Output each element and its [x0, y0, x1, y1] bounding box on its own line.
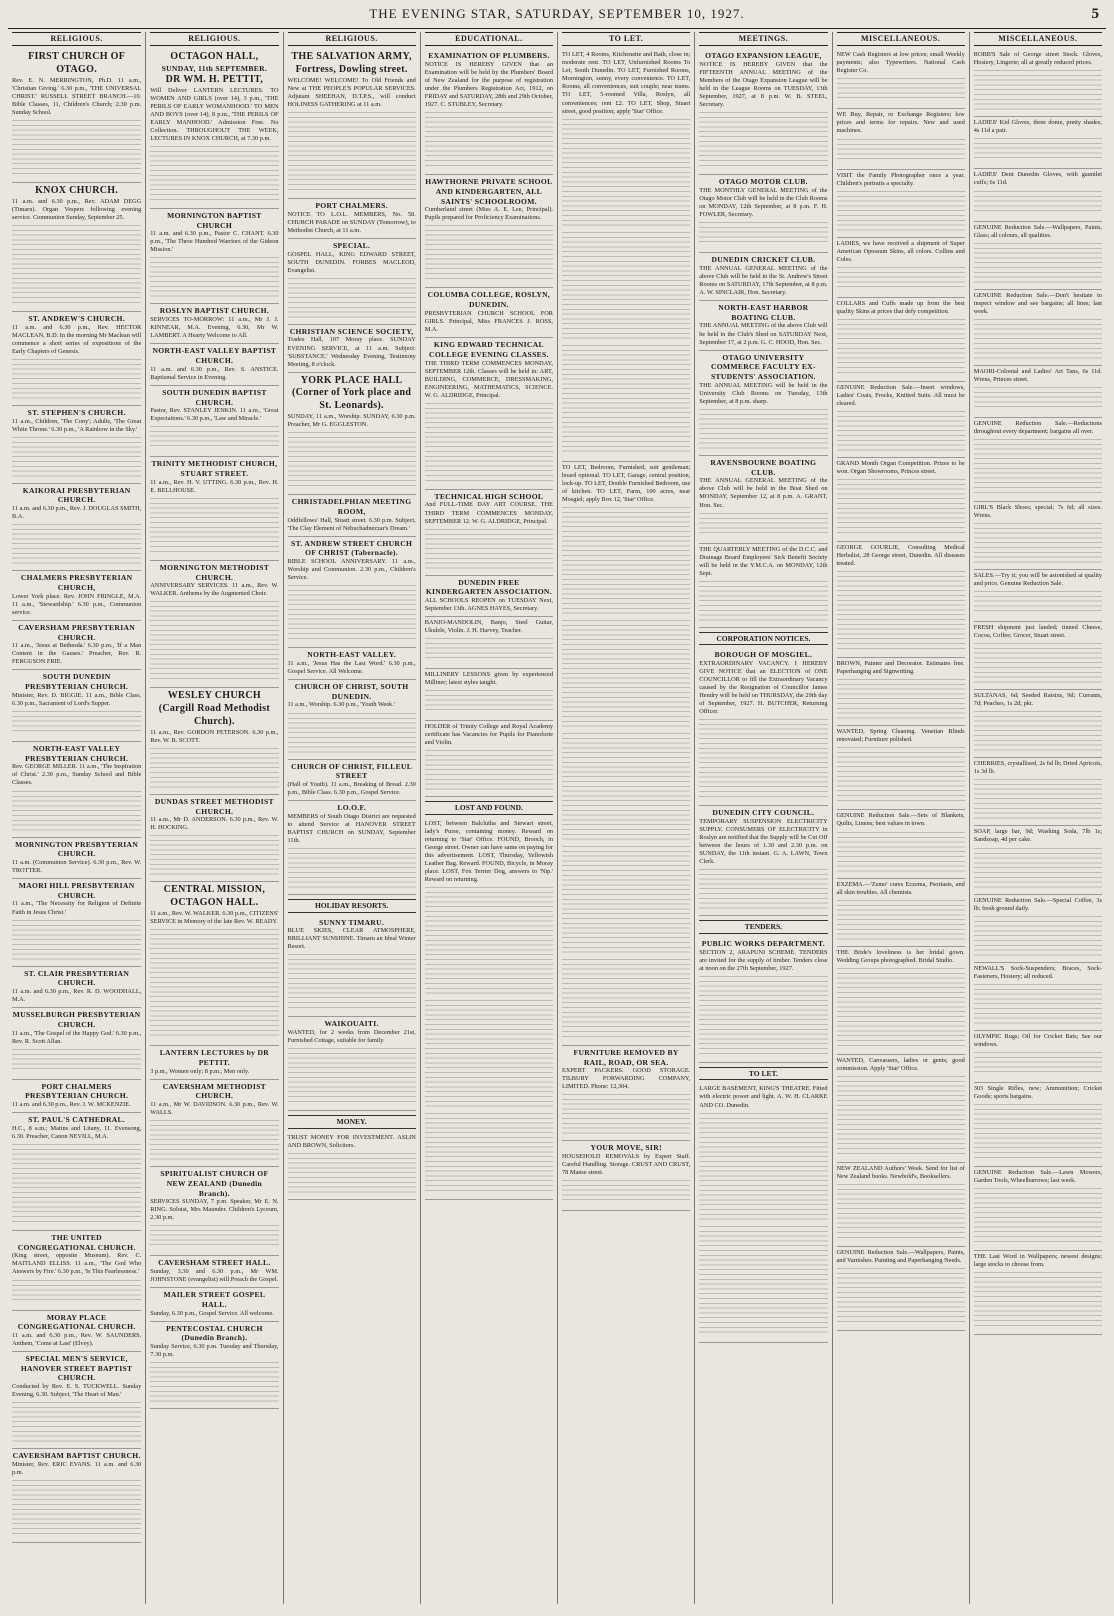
column-heading: RELIGIOUS. — [288, 32, 416, 46]
ad-furniture-removed: FURNITURE REMOVED BY RAIL, ROAD, OR SEA. EXPERT PACKERS. GOOD STORAGE. TILBURY FORWARDING COMPANY, LIMITED. Phone: 12,304. — [562, 1046, 690, 1142]
ad-ioof: I.O.O.F. MEMBERS of South Otago District are requested to attend Service at HANOVER STREET BAPTIST CHURCH on SUNDAY, September 11th. — [288, 801, 416, 895]
ad-york-place-hall: YORK PLACE HALL (Corner of York place and St. Leonards). SUNDAY, 11 a.m., Worship. SUNDAY, 6.30 p.m. Preacher, Mr G. EGGLESTON. — [288, 373, 416, 495]
ad-kid-gloves: LADIES' Kid Gloves, three dome, pretty shades; 4s 11d a pair. — [974, 117, 1102, 169]
ad-fresh-shipment: FRESH shipment just landed; tinned Cheese, Cocoa, Coffee; Grocer, Stuart street. — [974, 622, 1102, 690]
ad-special-mens-service: SPECIAL MEN'S SERVICE, HANOVER STREET BAPTIST CHURCH. Conducted by Rev. E. S. TUCKWELL. Sunday Evening, 6.30. Subject, 'The Heart of Man.' — [12, 1352, 141, 1449]
ad-your-move: YOUR MOVE, SIR! HOUSEHOLD REMOVALS by Expert Staff. Careful Handling. Storage. CRUST AND CRUST, 78 Manse street. — [562, 1141, 690, 1211]
ad-christadelphian: CHRISTADELPHIAN MEETING ROOM, Oddfellows' Hall, Stuart street. 6.30 p.m. Subject, 'The Clay Element of Nebuchadnezzar's Dream.' — [288, 495, 416, 537]
column-heading: EDUCATIONAL. — [425, 32, 553, 46]
ad-commerce-faculty: OTAGO UNIVERSITY COMMERCE FACULTY EX-STUDENTS' ASSOCIATION. THE ANNUAL MEETING will be held in the University Club Rooms on Tuesday, 13th September, at 8 p.m. sharp. — [699, 351, 827, 456]
ad-newalls: NEWALL'S Sock-Suspenders; Braces, Sock-Fasteners, Hosiery; all reduced. — [974, 963, 1102, 1031]
ad-gospel-hall: SPECIAL. GOSPEL HALL, KING EDWARD STREET, SOUTH DUNEDIN. FORBES MACLEOD, Evangelist. — [288, 239, 416, 325]
ad-dunedin-city-council: DUNEDIN CITY COUNCIL. TEMPORARY SUSPENSION ELECTRICITY SUPPLY. CONSUMERS OF ELECTRICITY in Roslyn are notified that the Supply will be Cut Off between the hours of 1.30 and 2.30 p.m. on SUNDAY, the 11th instant. G. A. LAWN, Town Clerk. — [699, 806, 827, 916]
column-religious-2 — [145, 32, 282, 1604]
ad-buy-registers: WE Buy, Repair, or Exchange Registers; low prices and terms for repairs. New and used machines. — [837, 109, 965, 169]
ad-mornington-baptist: MORNINGTON BAPTIST CHURCH 11 a.m. and 6.30 p.m., Pastor C. CHANT. 6.30 p.m., 'The Three Hundred Warriors of the Gideon Mission.' — [150, 209, 278, 305]
ad-mornington-methodist: MORNINGTON METHODIST CHURCH. ANNIVERSARY SERVICES. 11 a.m., Rev. W. WALKER. Anthems by the Augmented Choir. — [150, 561, 278, 689]
ad-spiritualist-church: SPIRITUALIST CHURCH OF NEW ZEALAND (Dunedin Branch). SERVICES SUNDAY, 7 p.m. Speaker, Mr E. N. RING. Soloist, Mrs Maunder. Children's Lyceum, 2.30 p.m. — [150, 1167, 278, 1256]
ad-dunedin-cricket-club: DUNEDIN CRICKET CLUB. THE ANNUAL GENERAL MEETING of the above Club will be held in the St. Andrew's Street Rooms on SATURDAY, 17th September, at 8 p.m. A. W. SINCLAIR, Hon. Secretary. — [699, 253, 827, 301]
ad-canvassers-wanted: WANTED, Canvassers, ladies or gents; good commission. Apply 'Star' Office. — [837, 1055, 965, 1163]
ad-dcc-employees: THE QUARTERLY MEETING of the D.C.C. and Drainage Board Employees' Sick Benefit Society will be held in the Y.M.C.A. on MONDAY, 12th Sept. — [699, 544, 827, 628]
ad-george-gourlie: GEORGE GOURLIE, Consulting Medical Herbalist, 28 George street, Dunedin. All diseases treated. — [837, 542, 965, 658]
ad-chalmers: CHALMERS PRESBYTERIAN CHURCH, Lower York place. Rev. JOHN FRINGLE, M.A. 11 a.m., 'Stewardship.' 6.30 p.m., Communion service. — [12, 571, 141, 621]
ad-salvation-army: THE SALVATION ARMY, Fortress, Dowling street. WELCOME! WELCOME! To Old Friends and New at THE PEOPLE'S POPULAR SERVICES. Adjutant SHEEHAN, D.T.P.S., will conduct HOLINESS GATHERING at 11 a.m. — [288, 49, 416, 199]
ad-otago-motor-club: OTAGO MOTOR CLUB. THE MONTHLY GENERAL MEETING of the Otago Motor Club will be held in the Club Rooms on MONDAY, 12th September, at 8 p.m. F. H. FOWLER, Secretary. — [699, 175, 827, 253]
ad-lawn-mowers: GENUINE Reduction Sale.—Lawn Mowers, Garden Tools, Wheelbarrows; last week. — [974, 1167, 1102, 1251]
ad-north-east-harbor: NORTH-EAST HARBOR BOATING CLUB. THE ANNUAL MEETING of the above Club will be held in the Club's Shed on SATURDAY Next, September 17, at 2 p.m. G. C. HOOD, Hon. Sec. — [699, 301, 827, 351]
ad-303-rifles: 303 Single Rifles, new; Ammunition; Cricket Goods; sports bargains. — [974, 1083, 1102, 1167]
ad-cherries: CHERRIES, crystallised, 2s 6d lb; Dried Apricots, 1s 3d lb. — [974, 758, 1102, 826]
ad-hawthorne-school: HAWTHORNE PRIVATE SCHOOL AND KINDERGARTEN, ALL SAINTS' SCHOOLROOM. Cumberland street (Miss A. E. Lee, Principal). Pupils prepared for Proficiency Examinations. — [425, 175, 553, 288]
ad-st-stephens: ST. STEPHEN'S CHURCH. 11 a.m., Children, 'The Cony'; Adults, 'The Great White Throne.' 6.30 p.m., 'A Rainbow in the Sky.' — [12, 406, 141, 484]
column-to-let — [557, 32, 694, 1604]
ad-pentecostal: PENTECOSTAL CHURCH (Dunedin Branch). Sunday Service, 6.30 p.m. Tuesday and Thursday, 7.30 p.m. — [150, 1322, 278, 1410]
ad-robbs-sale: ROBB'S Sale of George street Stock. Gloves, Hosiery, Lingerie; all at greatly reduced prices. — [974, 49, 1102, 117]
ad-trinity-methodist: TRINITY METHODIST CHURCH, STUART STREET. 11 a.m., Rev. H. V. UTTING. 6.30 p.m., Rev. H. E. BELLHOUSE. — [150, 457, 278, 561]
section-holiday-resorts: HOLIDAY RESORTS. — [288, 899, 416, 913]
ad-otago-expansion-league: OTAGO EXPANSION LEAGUE, NOTICE IS HEREBY GIVEN that the FIFTEENTH ANNUAL MEETING of the Members of the Otago Expansion League will be held in the League Rooms on TUESDAY, 13th September, 1927, at 8 p.m. W. B. STEEL, Secretary. — [699, 49, 827, 175]
ad-millinery-lessons: MILLINERY LESSONS given by experienced Milliner; latest styles taught. — [425, 669, 553, 721]
ad-soap: SOAP, large bar, 9d; Washing Soda, 7lb 1s; Sandsoap, 4d per cake. — [974, 826, 1102, 894]
section-lost-and-found: LOST AND FOUND. — [425, 801, 553, 815]
ad-church-of-christ-filleul: CHURCH OF CHRIST, FILLEUL STREET (Hall of Youth). 11 a.m., Breaking of Bread. 2.30 p.m., Bible Class. 6.30 p.m., Gospel Service. — [288, 760, 416, 802]
section-to-let-meetings: TO LET. — [699, 1067, 827, 1081]
ad-mailer-street: MAILER STREET GOSPEL HALL. Sunday, 6.30 p.m., Gospel Service. All welcome. — [150, 1288, 278, 1321]
ad-nev-baptist: NORTH-EAST VALLEY BAPTIST CHURCH. 11 a.m. and 6.30 p.m., Rev. S. ANSTICE. Baptismal Service in Evening. — [150, 344, 278, 386]
ad-south-dunedin-baptist: SOUTH DUNEDIN BAPTIST CHURCH. Pastor, Rev. STANLEY JENKIN. 11 a.m., 'Great Expectations.' 6.30 p.m., 'Law and Miracle.' — [150, 386, 278, 458]
ad-christian-science: CHRISTIAN SCIENCE SOCIETY, Trades Hall, 107 Moray place. SUNDAY EVENING SERVICE, at 11 a.m. Subject: 'SUBSTANCE.' Wednesday Evening, Testimony Meeting, 8 o'clock. — [288, 325, 416, 373]
ad-waikouaiti: WAIKOUAITI. WANTED, for 2 weeks from December 21st, Furnished Cottage, suitable for family. — [288, 1017, 416, 1111]
ad-banjo-mandolin: BANJO-MANDOLIN, Banjo, Steel Guitar, Ukulele, Violin. J. H. Harvey, Teacher. — [425, 617, 553, 669]
page-number: 5 — [1091, 6, 1100, 22]
ad-st-clair: ST. CLAIR PRESBYTERIAN CHURCH. 11 a.m. and 6.30 p.m., Rev. R. D. WOODHALL, M.A. — [12, 967, 141, 1009]
ad-dundas-street: DUNDAS STREET METHODIST CHURCH. 11 a.m., Mr D. ANDERSON. 6.30 p.m., Rev. W. H. HOCKING. — [150, 795, 278, 883]
ad-to-let-2: TO LET, Bedroom, Furnished, suit gentleman; board optional. TO LET, Garage, central position, lock-up. TO LET, Double Furnished Bedroom, use of kitchen. TO LET, Farm, 100 acres, near Mosgiel; apply Box 12, 'Star' Office. — [562, 462, 690, 1046]
ad-king-edward-technical: KING EDWARD TECHNICAL COLLEGE EVENING CLASSES. THE THIRD TERM COMMENCES MONDAY, SEPTEMBER 12th. Classes will be held in: ART, BUILDING, COMMERCE, DRESSMAKING, ENGINEERING, MATHEMATICS, SCIENCE. W. G. ALDRIDGE, Principal. — [425, 338, 553, 490]
ad-eczema: EXZEMA.—'Zemo' cures Eczema, Psoriasis, and all skin troubles. All chemists. — [837, 879, 965, 947]
ad-dent-gloves: LADIES' Dent Dunedin Gloves, with gauntlet cuffs; 6s 11d. — [974, 169, 1102, 221]
ad-wesley-church: WESLEY CHURCH (Cargill Road Methodist Church). 11 a.m., Rev. GORDON PETERSON. 6.30 p.m., Rev. W. B. SCOTT. — [150, 688, 278, 794]
column-heading: MISCELLANEOUS. — [974, 32, 1102, 46]
columns-grid — [8, 32, 1106, 1604]
ad-public-works: PUBLIC WORKS DEPARTMENT. SECTION 2, ARAPUNI SCHEME. TENDERS are invited for the supply of timber. Tenders close at noon on the 27th September, 1927. — [699, 937, 827, 1063]
column-religious-3 — [283, 32, 420, 1604]
ad-port-chalmers-presbyterian: PORT CHALMERS PRESBYTERIAN CHURCH. 11 a.m. and 6.30 p.m., Rev. J. W. MCKENZIE. — [12, 1080, 141, 1113]
column-religious-1 — [8, 32, 145, 1604]
ad-collars-cuffs: COLLARS and Cuffs made up from the best quality Skins at prices that defy competition. — [837, 298, 965, 382]
ad-borough-mosgiel: BOROUGH OF MOSGIEL. EXTRAORDINARY VACANCY. I HEREBY GIVE NOTICE that an ELECTION of ONE COUNCILLOR to fill the Extraordinary Vacancy caused by the Resignation of Councillor James Hendry will be held on THURSDAY, the 29th day of September, 1927. H. BUTCHER, Returning Officer. — [699, 648, 827, 806]
masthead-title: THE EVENING STAR, SATURDAY, SEPTEMBER 10, 1927. — [369, 6, 745, 21]
column-educational — [420, 32, 557, 1604]
ad-organ-competition: GRAND Month Organ Competition. Prizes to be won. Organ Showrooms, Princes street. — [837, 458, 965, 542]
column-miscellaneous-2 — [969, 32, 1106, 1604]
ad-mornington-presbyterian: MORNINGTON PRESBYTERIAN CHURCH. 11 a.m. (Communion Service). 6.30 p.m., Rev. W. TROTTER. — [12, 838, 141, 880]
ad-church-of-christ-tabernacle: ST. ANDREW STREET CHURCH OF CHRIST (Tabernacle). BIBLE SCHOOL ANNIVERSARY. 11 a.m., Worship and Communion. 2.30 p.m., Children's Service. — [288, 537, 416, 649]
ad-musselburgh: MUSSELBURGH PRESBYTERIAN CHURCH. 11 a.m., 'The Gospel of the Happy God.' 6.30 p.m., Rev. R. Scott Allan. — [12, 1008, 141, 1080]
ad-caversham-methodist: CAVERSHAM METHODIST CHURCH. 11 a.m., Mr W. DAVIDSON. 6.30 p.m., Rev. W. WALLS. — [150, 1080, 278, 1168]
section-tenders: TENDERS. — [699, 920, 827, 934]
ad-brown-painter: BROWN, Painter and Decorator. Estimates free. Paperhanging and Signwriting. — [837, 658, 965, 726]
ad-nz-authors-week: NEW ZEALAND Authors' Week. Send for list of New Zealand books. Newbold's, Booksellers. — [837, 1163, 965, 1247]
ad-caversham-presbyterian: CAVERSHAM PRESBYTERIAN CHURCH. 11 a.m., 'Jesus at Bethesda.' 6.30 p.m., 'If a Man Content in the Gauses.' Preacher, Rev. R. FERGUSON FRIE. — [12, 621, 141, 671]
ad-opossum-skins: LADIES, we have received a shipment of Super American Opossum Skins, all colors. Collins and Coles. — [837, 238, 965, 298]
ad-wallpapers-sale: GENUINE Reduction Sale.—Wallpapers, Paints, and Varnishes. Painting and Paperhanging Needs. — [837, 1247, 965, 1331]
ad-reductions-throughout: GENUINE Reduction Sale.—Reductions throughout every department; bargains all over. — [974, 418, 1102, 502]
ad-paints-glass: GENUINE Reduction Sale.—Wallpapers, Paints, Glass; all colours, all qualities. — [974, 222, 1102, 290]
ad-kaikorai: KAIKORAI PRESBYTERIAN CHURCH. 11 a.m. and 6.30 p.m., Rev. J. DOUGLAS SMITH, B.A. — [12, 484, 141, 572]
ad-spring-cleaning: WANTED, Spring Cleaning. Venetian Blinds renovated; Furniture polished. — [837, 726, 965, 810]
ad-inspect-window: GENUINE Reduction Sale.—Don't hesitate to inspect window and see bargains; all lines; last week. — [974, 290, 1102, 366]
ad-caversham-baptist: CAVERSHAM BAPTIST CHURCH. Minister, Rev. ERIC EVANS. 11 a.m. and 6.30 p.m. — [12, 1449, 141, 1543]
ad-lantern-lectures: LANTERN LECTURES by DR PETTIT. 3 p.m., Women only; 8 p.m., Men only. — [150, 1046, 278, 1079]
ad-columba-college: COLUMBA COLLEGE, ROSLYN, DUNEDIN. PRESBYTERIAN CHURCH SCHOOL FOR GIRLS. Principal, Miss FRANCES J. ROSS, M.A. — [425, 288, 553, 338]
ad-girls-shoes: GIRL'S Black Shoes; special; 7s 6d; all sizes. Wrens. — [974, 502, 1102, 570]
ad-special-coffee: GENUINE Reduction Sale.—Special Coffee, 3s lb; fresh ground daily. — [974, 895, 1102, 963]
column-heading: MISCELLANEOUS. — [837, 32, 965, 46]
ad-technical-high-school: TECHNICAL HIGH SCHOOL And FULL-TIME DAY ART COURSE. THE THIRD TERM COMMENCES MONDAY, SEPTEMBER 12. W. G. ALDRIDGE, Principal. — [425, 490, 553, 576]
masthead-rule — [8, 28, 1106, 29]
ad-central-mission: CENTRAL MISSION, OCTAGON HALL. 11 a.m., Rev. W. WALKER. 6.30 p.m., CITIZENS' SERVICE in Memory of the late Rev. W. READY. — [150, 882, 278, 1046]
ad-lost-found-items: LOST, between Balclutha and Stewart street, lady's Purse, containing money. Reward on returning to 'Star' Office. FOUND, Brooch, in George street. Owner can have same on paying for this advertisement. LOST, Thursday, Yellowish Leather Bag. Reward. FOUND, Bicycle, in Moray place. LOST, Fox Terrier Dog, answers to 'Nip.' Reward on returning. — [425, 818, 553, 1200]
ad-art-tans: MAORI-Colonial and Ladies' Art Tans, 6s 11d. Wrens, Princes street. — [974, 366, 1102, 418]
ad-bridal-studio: THE Bride's loveliness is her bridal gown. Wedding Groups photographed. Bridal Studio. — [837, 947, 965, 1055]
ad-port-chalmers-lol: PORT CHALMERS. NOTICE TO L.O.L. MEMBERS, No. 58. CHURCH PARADE on SUNDAY (Tomorrow), to Methodist Church, at 11 a.m. — [288, 199, 416, 239]
ad-olympic-rugs: OLYMPIC Rugs; Oil for Cricket Bats; See our windows. — [974, 1031, 1102, 1083]
ad-cash-registers: NEW Cash Registers at low prices; small Weekly payments; also Typewriters. National Cash Register Co. — [837, 49, 965, 109]
ad-united-congregational: THE UNITED CONGREGATIONAL CHURCH. (King street, opposite Museum). Rev. C. MAITLAND ELLISS. 11 a.m., 'The God Who Answers by Fire.' 6.30 p.m., 'Is This Fearlessness.' — [12, 1231, 141, 1311]
ad-church-of-christ-south-dunedin: CHURCH OF CHRIST, SOUTH DUNEDIN. 11 a.m., Worship. 6.30 p.m., 'Youth Week.' — [288, 680, 416, 759]
ad-caversham-street-hall: CAVERSHAM STREET HALL. Sunday, 3.30 and 6.30 p.m., Mr WM. JOHNSTONE (evangelist) will Preach the Gospel. — [150, 1256, 278, 1288]
ad-ravensbourne-boating: RAVENSBOURNE BOATING CLUB. THE ANNUAL GENERAL MEETING of the above Club will be held in the Boat Shed on MONDAY, September 12, at 8 p.m. A. GRANT, Hon. Sec. — [699, 456, 827, 544]
ad-moray-place: MORAY PLACE CONGREGATIONAL CHURCH. 11 a.m. and 6.30 p.m., Rev. W. SAUNDERS. Anthem, 'Come at Last' (Elvey). — [12, 1311, 141, 1353]
ad-plumbers-exam: EXAMINATION OF PLUMBERS. NOTICE IS HEREBY GIVEN that an Examination will be held by the Plumbers' Board of New Zealand for the purpose of registration under the Plumbers Registration Act, 1912, on FRIDAY and SATURDAY, 28th and 29th October, 1927. C. STUBLEY, Secretary. — [425, 49, 553, 175]
ad-free-kindergarten: DUNEDIN FREE KINDERGARTEN ASSOCIATION. ALL SCHOOLS REOPEN on TUESDAY Next, September 13th. AGNES HAYES, Secretary. — [425, 576, 553, 618]
section-corporation-notices: CORPORATION NOTICES. — [699, 632, 827, 646]
ad-trust-money: TRUST MONEY FOR INVESTMENT. ASLIN AND BROWN, Solicitors. — [288, 1132, 416, 1200]
ad-st-andrews: ST. ANDREW'S CHURCH. 11 a.m. and 6.30 p.m., Rev. HECTOR MACLEAN, B.D. In the morning Mr Maclean will commence a short series of expositions of the Early Chapters of Genesis. — [12, 312, 141, 406]
ad-kings-theatre-basement: LARGE BASEMENT, KING'S THEATRE. Fitted with electric power and light. A. W. H. CLARKE AND CO. Dunedin. — [699, 1083, 827, 1342]
ad-trinity-college-pupils: HOLDER of Trinity College and Royal Academy certificate has Vacancies for Pupils for Pianoforte and Violin. — [425, 721, 553, 797]
ad-octagon-hall: OCTAGON HALL, SUNDAY, 11th SEPTEMBER. DR WM. H. PETTIT, Will Deliver LANTERN LECTURES. TO WOMEN AND GIRLS (over 14), 3 p.m., 'THE PERILS OF EARLY WOMANHOOD.' TO MEN AND BOYS (over 14), 8 p.m., 'THE PERILS OF EARLY MANHOOD.' Admission Free. No Collection. THROUGHOUT THE WEEK, LECTURES IN KNOX CHURCH, at 7.30 p.m. — [150, 49, 278, 209]
masthead — [8, 6, 1106, 26]
ad-knox-church: KNOX CHURCH. 11 a.m. and 6.30 p.m., Rev. ADAM DEGG (Timaru). Organ Vespers following evening service. Communion Sunday, September 25. — [12, 183, 141, 312]
ad-north-east-valley: NORTH-EAST VALLEY PRESBYTERIAN CHURCH. Rev. GEORGE MILLER. 11 a.m., 'The Inspiration of Christ.' 2.30 p.m., Sunday School and Bible Classes. — [12, 742, 141, 838]
ad-sultanas: SULTANAS, 6d; Seeded Raisins, 9d; Currants, 7d; Peaches, 1s 2d; pkt. — [974, 690, 1102, 758]
column-heading: TO LET. — [562, 32, 690, 46]
ad-maori-hill: MAORI HILL PRESBYTERIAN CHURCH. 11 a.m., 'The Necessity for Religion of Definite Faith in Jesus Christ.' — [12, 879, 141, 967]
ad-photographer: VISIT the Family Photographer once a year. Children's portraits a specialty. — [837, 170, 965, 238]
ad-sunny-timaru: SUNNY TIMARU. BLUE SKIES, CLEAR ATMOSPHERE, BRILLIANT SUNSHINE. Timaru an Ideal Winter Resort. — [288, 916, 416, 1018]
section-money: MONEY. — [288, 1115, 416, 1129]
column-heading: RELIGIOUS. — [150, 32, 278, 46]
ad-try-it: SALES.—Try it; you will be astonished at quality and price. Genuine Reduction Sale. — [974, 570, 1102, 622]
column-miscellaneous-1 — [832, 32, 969, 1604]
column-heading: RELIGIOUS. — [12, 32, 141, 46]
ad-st-pauls: ST. PAUL'S CATHEDRAL. H.C., 8 a.m.; Matins and Litany, 11. Evensong, 6.30. Preacher, Canon NEVILL, M.A. — [12, 1113, 141, 1231]
ad-to-let-1: TO LET, 4 Rooms, Kitchenette and Bath, close in; moderate rent. TO LET, Unfurnished Rooms To Let, South Dunedin. TO LET, Furnished Rooms, Mornington, sunny, every convenience. TO LET, Rooms, all conveniences, suit couple; near trams. TO LET, 5-roomed Villa, Roslyn, all conveniences; rent £2. TO LET, Shop, Stuart street, good position; apply 'Star' Office. — [562, 49, 690, 461]
ad-last-word-wallpapers: THE Last Word in Wallpapers; newest designs; large stocks to choose from. — [974, 1251, 1102, 1335]
column-heading: MEETINGS. — [699, 32, 827, 46]
ad-south-dunedin-presbyterian: SOUTH DUNEDIN PRESBYTERIAN CHURCH. Minister, Rev. D. BIGGIE. 11 a.m., Bible Class. 6.30 p.m., Sacrament of Lord's Supper. — [12, 670, 141, 742]
ad-nev-church: NORTH-EAST VALLEY. 11 a.m., 'Jesus Has the Last Word.' 6.30 p.m., Gospel Service. All Welcome. — [288, 648, 416, 680]
ad-reduction-sale-coats: GENUINE Reduction Sale.—Insert windows, Ladies' Coats, Frocks, Knitted Suits. All must be cleared. — [837, 382, 965, 458]
column-meetings — [694, 32, 831, 1604]
ad-first-church: FIRST CHURCH OF OTAGO. Rev. E. N. MERRINGTON, Ph.D. 11 a.m., 'Christian Giving.' 6.30 p.m., 'THE UNIVERSAL CHRIST.' RUSSELL STREET BRANCH.—10. Bible Classes, 11, Children's Church; 2.30 p.m. Sunday School. — [12, 49, 141, 183]
ad-roslyn-baptist: ROSLYN BAPTIST CHURCH. SERVICES TO-MORROW: 11 a.m., Mr J. J. KINNEAR, M.A. Evening, 6.30, Mr W. LAMBERT. A Hearty Welcome to All. — [150, 304, 278, 344]
ad-blankets-sale: GENUINE Reduction Sale.—Sets of Blankets, Quilts, Linens; best values in town. — [837, 810, 965, 878]
